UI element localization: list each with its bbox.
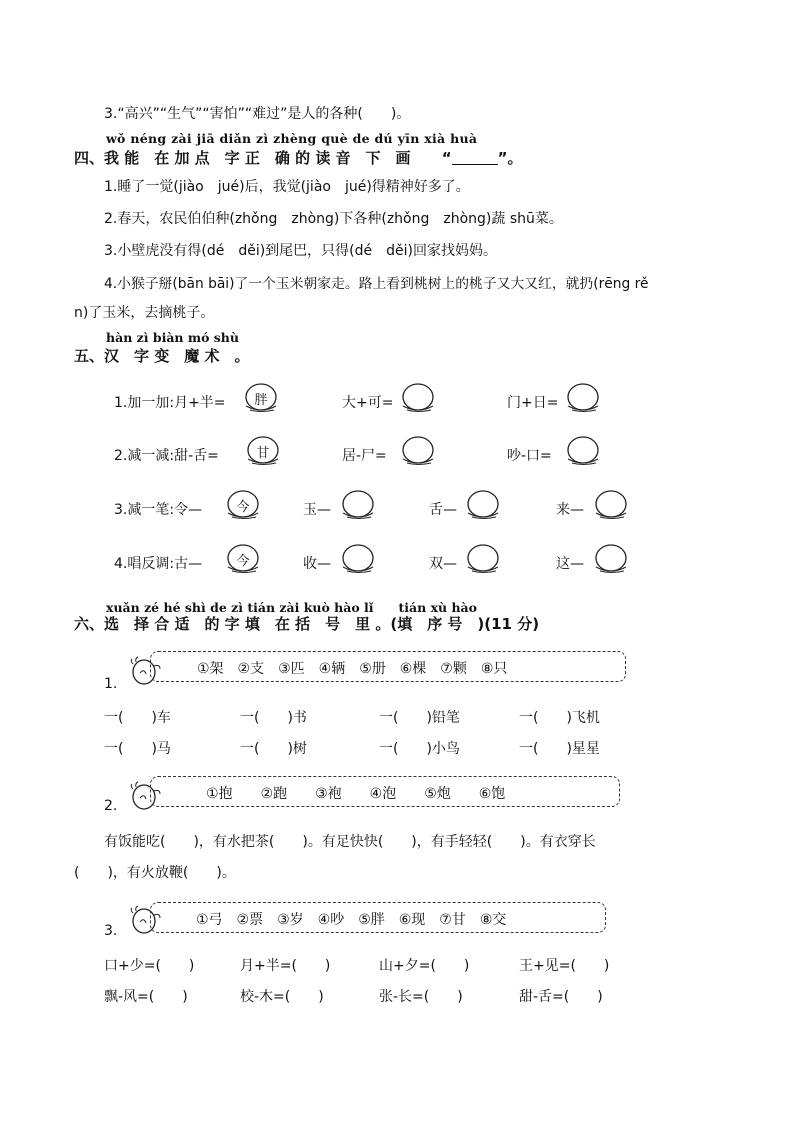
sec4-title [74, 147, 523, 168]
g3-num: 3. [104, 923, 118, 939]
sec5-row1-item2: 大+可= [342, 395, 394, 411]
sec5-pinyin: hàn zì biàn mó shù [106, 330, 239, 345]
sec4-item-2: 2.春天，农民伯伯种(zhǒng zhòng)下各种(zhǒng zhòng)蔬 shū菜。 [104, 211, 563, 227]
sec4-item-1: 1.睡了一觉(jiào jué)后，我觉(jiào jué)得精神好多了。 [104, 179, 470, 195]
g3-r1-c4[interactable]: 王+见=( ) [519, 958, 610, 974]
answer-circle[interactable] [401, 437, 435, 465]
answer-circle[interactable] [566, 384, 600, 412]
sec4-pinyin: wǒ néng zài jiā diǎn zì zhèng què de dú yīn xià huà [106, 131, 478, 146]
sec4-item-3: 3.小壁虎没有得(dé děi)到尾巴，只得(dé děi)回家找妈妈。 [104, 243, 497, 259]
answer-circle[interactable]: 甘 [246, 437, 280, 465]
g3-r2-c4[interactable]: 甜-舌=( ) [519, 989, 603, 1005]
answer-circle[interactable] [401, 384, 435, 412]
answer-circle[interactable] [566, 437, 600, 465]
sec4-item-4-cont: n)了玉米，去摘桃子。 [74, 305, 215, 321]
sec6-title: 六、选 择 合 适 的 字 填 在 括 号 里 。(填 序 号 )(11 分) [74, 615, 540, 633]
answer-circle[interactable] [341, 491, 375, 519]
sec5-row3-item3: 舌— [429, 502, 457, 518]
g1-r2-c1[interactable]: 一( )马 [104, 741, 171, 757]
g1-r1-c4[interactable]: 一( )飞机 [519, 710, 600, 726]
g1-r1-c1[interactable]: 一( )车 [104, 710, 171, 726]
sec5-row3-label: 3.减一笔:令— [114, 502, 203, 518]
g3-r2-c1[interactable]: 飘-风=( ) [104, 989, 188, 1005]
g3-r2-c3[interactable]: 张-长=( ) [379, 989, 463, 1005]
answer-circle[interactable]: 今 [226, 545, 260, 573]
answer-circle[interactable] [594, 545, 628, 573]
question-3-line: 3.“高兴”“生气”“害怕”“难过”是人的各种( )。 [104, 106, 411, 122]
sec5-row4-item3: 双— [429, 556, 457, 572]
g2-num: 2. [104, 798, 118, 814]
answer-circle[interactable] [466, 491, 500, 519]
sec5-row1-item3: 门+日= [507, 395, 559, 411]
answer-circle[interactable] [594, 491, 628, 519]
sec5-row2-label: 2.减一减:甜-舌= [114, 448, 219, 464]
g2-line1[interactable]: 有饭能吃( )，有水把茶( )。有足快快( )，有手轻轻( )。有衣穿长 [104, 834, 596, 850]
sec5-row3-item2: 玉— [303, 502, 331, 518]
g2-line2[interactable]: ( )，有火放鞭( )。 [74, 865, 236, 881]
g1-num: 1. [104, 676, 118, 692]
sec5-row2-item3: 吵-口= [507, 448, 552, 464]
sec5-row4-item4: 这— [556, 556, 584, 572]
g1-r1-c2[interactable]: 一( )书 [240, 710, 307, 726]
sec5-row4-label: 4.唱反调:古— [114, 556, 203, 572]
sec5-row3-item4: 来— [556, 502, 584, 518]
g2-options: ①抱 ②跑 ③袍 ④泡 ⑤炮 ⑥饱 [206, 786, 506, 802]
g1-r2-c2[interactable]: 一( )树 [240, 741, 307, 757]
g1-options: ①架 ②支 ③匹 ④辆 ⑤册 ⑥棵 ⑦颗 ⑧只 [197, 661, 508, 677]
g1-r1-c3[interactable]: 一( )铅笔 [379, 710, 460, 726]
sec4-item-4: 4.小猴子掰(bān bāi)了一个玉米朝家走。路上看到桃树上的桃子又大又红，就扔(rēng rě [104, 276, 649, 292]
sec5-row1-label: 1.加一加:月+半= [114, 395, 226, 411]
g3-r1-c1[interactable]: 口+少=( ) [104, 958, 195, 974]
sec5-row4-item2: 收— [303, 556, 331, 572]
g3-options: ①弓 ②票 ③岁 ④吵 ⑤胖 ⑥现 ⑦甘 ⑧交 [196, 912, 507, 928]
quote-close: ”。 [497, 149, 523, 167]
sec6-pinyin: xuǎn zé hé shì de zì tián zài kuò hào lǐ tián xù hào [106, 600, 477, 615]
answer-circle[interactable]: 胖 [244, 384, 278, 412]
answer-circle[interactable] [466, 545, 500, 573]
answer-circle[interactable] [341, 545, 375, 573]
g3-r2-c2[interactable]: 校-木=( ) [240, 989, 324, 1005]
sec4-title-text: 四、我 能 在 加 点 字 正 确 的 读 音 下 画 [74, 149, 411, 167]
sec5-row2-item2: 居-尸= [342, 448, 387, 464]
g3-r1-c3[interactable]: 山+夕=( ) [379, 958, 470, 974]
quote-open: “ [441, 149, 452, 167]
g1-r2-c3[interactable]: 一( )小鸟 [379, 741, 460, 757]
g3-r1-c2[interactable]: 月+半=( ) [240, 958, 331, 974]
underline-sample [452, 152, 498, 165]
answer-circle[interactable]: 今 [226, 491, 260, 519]
g1-r2-c4[interactable]: 一( )星星 [519, 741, 600, 757]
sec5-title: 五、汉 字 变 魔 术 。 [74, 347, 250, 365]
